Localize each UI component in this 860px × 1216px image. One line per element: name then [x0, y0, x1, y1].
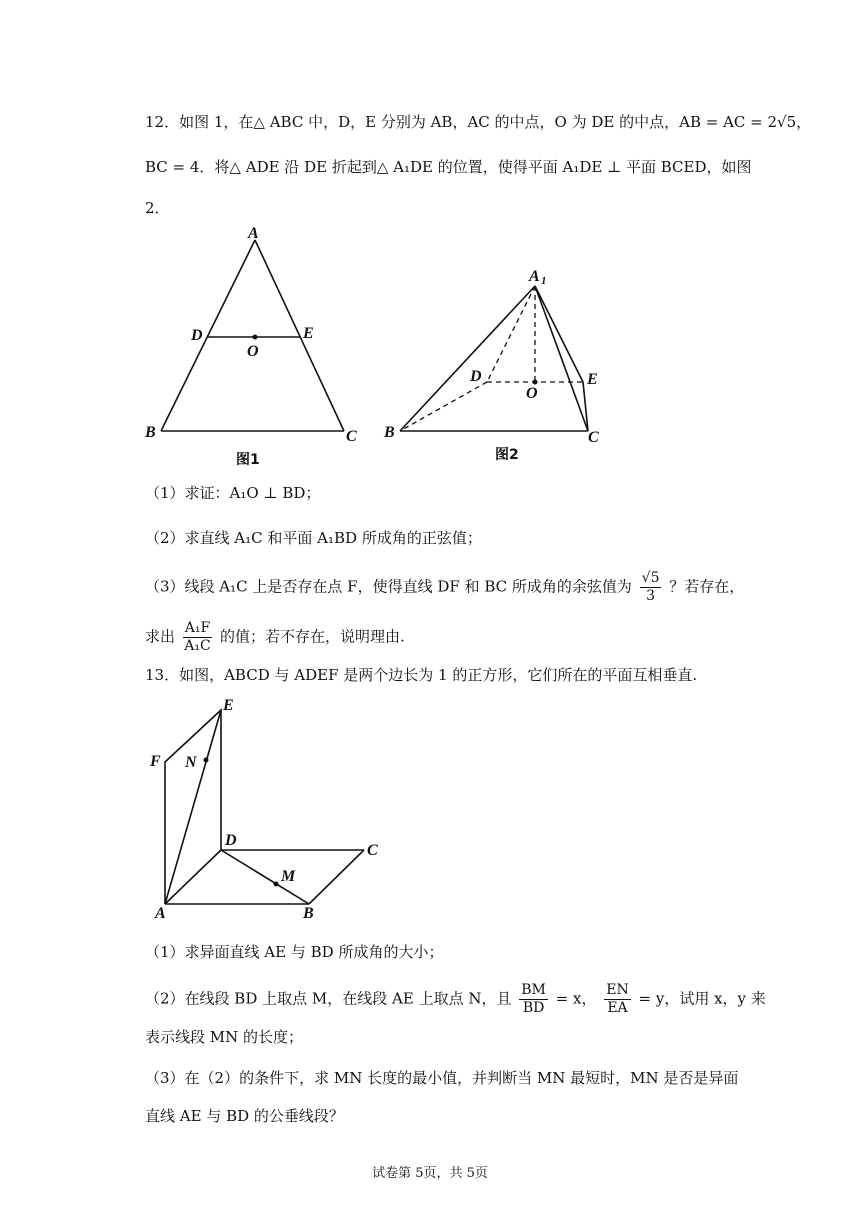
fig2-edge-a1e [535, 286, 583, 382]
q13-part2-text-b: = x， [555, 989, 597, 1008]
fig1-label-b: B [145, 424, 156, 441]
fig1-label-o: O [247, 343, 259, 360]
fig3-label-e: E [223, 697, 234, 714]
q12-part3-fraction [640, 570, 662, 605]
fig3-label-c: C [367, 842, 378, 859]
fig3-edge-bc [309, 850, 364, 904]
q12-part3-cont [145, 620, 405, 655]
q12-part3-fraction-den: 3 [646, 588, 656, 604]
fig1-label-a: A [248, 225, 259, 242]
fig3-label-d: D [225, 832, 237, 849]
fig1-point-o [253, 335, 258, 340]
fig1-label-c: C [346, 428, 357, 445]
q12-part3-text-c: 求出 [145, 627, 176, 646]
fig3-label-b: B [303, 905, 314, 922]
fig1-label-d: D [191, 327, 203, 344]
fig2-label-a1: A [529, 268, 540, 285]
fig2-caption: 图2 [495, 447, 519, 463]
q12-part3-text-d: 的值；若不存在，说明理由. [220, 627, 405, 646]
q12-part3-text-a: （3）线段 A₁C 上是否存在点 F，使得直线 DF 和 BC 所成角的余弦值为 [145, 577, 632, 596]
q13-part2-cont: 表示线段 MN 的长度； [145, 1028, 304, 1046]
q13-fraction-1-den: BD [522, 1000, 545, 1016]
figure-2 [400, 286, 588, 431]
q13-part2-fraction-1 [519, 982, 548, 1017]
fig3-point-m [274, 882, 279, 887]
fig2-label-c: C [588, 429, 599, 446]
q13-part3-cont: 直线 AE 与 BD 的公垂线段？ [145, 1107, 344, 1125]
figure-1 [161, 240, 344, 431]
q12-part3 [145, 570, 744, 605]
q12-part3-ratio-num: A₁F [184, 620, 211, 636]
q12-part3-ratio [183, 620, 212, 655]
fig3-label-m: M [281, 868, 296, 885]
q12-line3: 2． [145, 199, 170, 217]
fig2-label-d: D [470, 368, 482, 385]
fig3-label-f: F [150, 753, 161, 770]
fig3-edge-db [221, 850, 309, 904]
fig2-edge-a1b [400, 286, 535, 431]
fig1-edge-ab [161, 240, 255, 431]
q12-part2: （2）求直线 A₁C 和平面 A₁BD 所成角的正弦值； [145, 529, 482, 547]
fig2-point-o [533, 380, 538, 385]
fig1-caption: 图1 [236, 452, 260, 468]
fig2-label-a1-sub: 1 [541, 275, 547, 287]
fig3-point-n [204, 758, 209, 763]
fig2-edge-a1c [535, 286, 588, 431]
fig2-edge-db [400, 382, 487, 431]
q13-part2-text-a: （2）在线段 BD 上取点 M，在线段 AE 上取点 N，且 [145, 989, 512, 1008]
q12-line2: BC = 4．将△ ADE 沿 DE 折起到△ A₁DE 的位置，使得平面 A₁DE ⊥ 平面 BCED，如图 [145, 158, 752, 176]
q13-part3: （3）在（2）的条件下，求 MN 长度的最小值，并判断当 MN 最短时，MN 是否是异面 [145, 1069, 739, 1087]
figure-3 [165, 710, 364, 904]
fig2-label-e: E [587, 371, 598, 388]
q12-part3-ratio-den: A₁C [184, 638, 211, 654]
q13-part2-fraction-2 [604, 982, 630, 1017]
q12-part3-text-b: ？若存在， [669, 577, 745, 596]
fig2-label-b: B [384, 424, 395, 441]
q13-part2 [145, 982, 766, 1017]
fig1-label-e: E [303, 325, 314, 342]
q12-part1: （1）求证：A₁O ⊥ BD； [145, 484, 321, 502]
page-footer: 试卷第 5页，共 5页 [372, 1166, 488, 1181]
fig3-edge-ae [165, 710, 221, 904]
q13-fraction-1-num: BM [521, 982, 546, 998]
q13-line1: 13．如图，ABCD 与 ADEF 是两个边长为 1 的正方形，它们所在的平面互相垂直. [145, 666, 698, 684]
fig1-edge-ac [255, 240, 344, 431]
fig2-label-o: O [526, 385, 538, 402]
q13-fraction-2-num: EN [606, 982, 629, 998]
q13-fraction-2-den: EA [607, 1000, 628, 1016]
q13-part2-text-c: = y，试用 x，y 来 [638, 989, 766, 1008]
fig2-edge-a1d [487, 286, 535, 382]
fig3-label-n: N [185, 754, 197, 771]
fig3-label-a: A [155, 905, 166, 922]
q13-part1: （1）求异面直线 AE 与 BD 所成角的大小； [145, 943, 444, 961]
q12-line1: 12．如图 1，在△ ABC 中，D，E 分别为 AB，AC 的中点，O 为 DE 的中点，AB = AC = 2√5， [145, 113, 812, 131]
q12-part3-fraction-num: √5 [641, 570, 660, 586]
